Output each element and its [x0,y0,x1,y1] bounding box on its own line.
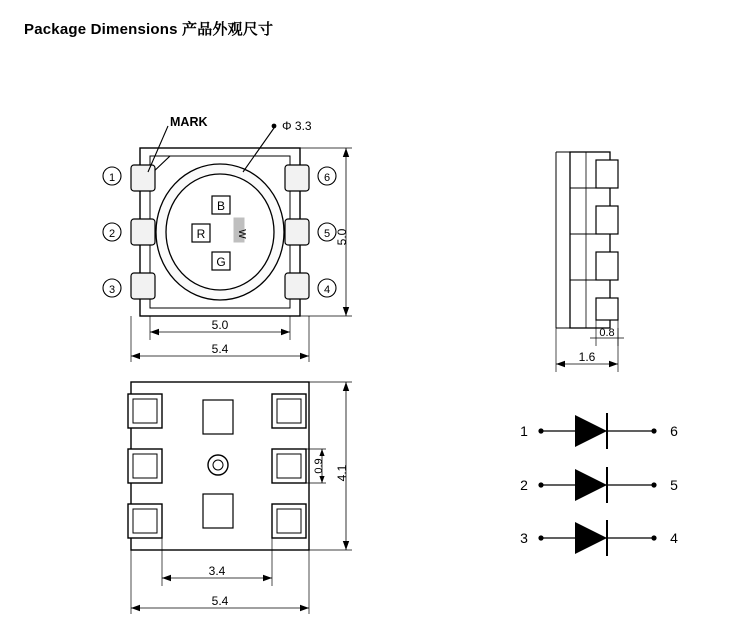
pad-1-inner [133,399,157,423]
top-view-height-dim: 5.0 [335,228,349,246]
lens-leader-dot [272,124,277,129]
pad-6-inner [277,399,301,423]
top-view-outer-width-dim: 5.4 [211,342,229,356]
die-g-label: G [216,255,226,269]
pin-label-4: 4 [323,284,331,296]
bv-pad-arrow-down [319,476,324,483]
top-view-pin-5 [285,219,309,245]
bv-arrow-down [343,541,349,550]
mark-label: MARK [170,115,208,129]
bottom-view-pad-height-dim: 0.9 [313,458,325,474]
circuit-diagram [520,413,678,556]
top-view-pin-4 [285,273,309,299]
pad-4-inner [277,509,301,533]
sv-arrow-16-r [609,361,618,367]
side-view-thickness-dim: 0.8 [599,327,615,339]
dim-arrow-inner-l [150,329,159,335]
pad-2-inner [133,454,157,478]
top-view-inner-width-dim: 5.0 [211,318,229,332]
top-view [103,115,352,362]
lens-inner-circle [166,174,274,290]
die-w-label: W [236,229,247,239]
circuit-pin-right-3: 4 [670,530,678,546]
bottom-view [128,382,352,614]
side-lead-1 [596,160,618,188]
top-view-pin-1 [131,165,155,191]
center-slot-bottom [203,494,233,528]
side-view-width-dim: 1.6 [578,350,596,364]
die-b-label: B [216,199,226,213]
circuit-pin-right-2: 5 [670,477,678,493]
circuit-node-right-1 [651,428,656,433]
die-r-label: R [196,227,206,241]
bv-arrow-34-r [263,575,272,581]
bv-arrow-up [343,382,349,391]
pin-label-2: 2 [108,228,116,240]
lens-diameter-label: Φ 3.3 [282,119,312,133]
side-view [556,152,624,372]
bv-pad-arrow-up [319,449,324,456]
dim-arrow-outer-r [300,353,309,359]
diode-triangle-2 [575,469,607,501]
page-title-cn: 产品外观尺寸 [182,21,274,38]
circuit-node-right-3 [651,535,656,540]
bottom-view-width-dim: 5.4 [211,594,229,608]
circuit-pin-left-3: 3 [520,530,528,546]
diode-triangle-1 [575,415,607,447]
pin-label-6: 6 [323,172,331,184]
side-lead-3 [596,252,618,280]
dim-arrow-up [343,148,349,157]
top-view-pin-6 [285,165,309,191]
pad-3-inner [133,509,157,533]
bv-arrow-54-l [131,605,140,611]
diode-triangle-3 [575,522,607,554]
sv-arrow-16-l [556,361,565,367]
center-hole-inner [213,460,223,470]
top-view-pin-2 [131,219,155,245]
circuit-pin-right-1: 6 [670,423,678,439]
dim-arrow-down [343,307,349,316]
pin-label-1: 1 [108,172,116,184]
side-lead-2 [596,206,618,234]
bottom-view-pad-span-dim: 3.4 [208,564,226,578]
dim-arrow-inner-r [281,329,290,335]
bottom-view-height-dim: 4.1 [335,464,349,482]
pad-5-inner [277,454,301,478]
circuit-pin-left-2: 2 [520,477,528,493]
bv-arrow-54-r [300,605,309,611]
pin-label-3: 3 [108,284,116,296]
center-slot-top [203,400,233,434]
circuit-pin-left-1: 1 [520,423,528,439]
pin-label-5: 5 [323,228,331,240]
dim-arrow-outer-l [131,353,140,359]
side-lead-4 [596,298,618,320]
circuit-node-right-2 [651,482,656,487]
bv-arrow-34-l [162,575,171,581]
page-title-en: Package Dimensions [24,21,178,38]
top-view-pin-3 [131,273,155,299]
